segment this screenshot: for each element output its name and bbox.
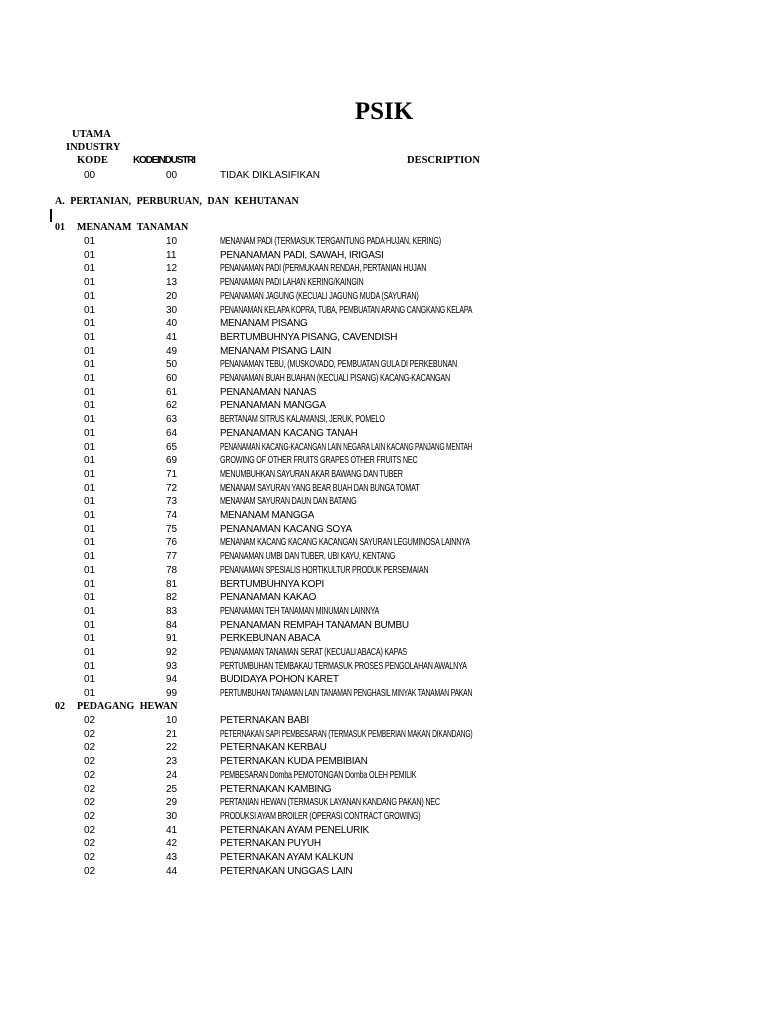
utama-code: 01 bbox=[84, 304, 96, 316]
industry-code: 83 bbox=[166, 605, 178, 617]
table-row bbox=[0, 387, 768, 400]
industry-code: 23 bbox=[166, 756, 178, 768]
industry-code: 41 bbox=[166, 824, 178, 836]
utama-code: 01 bbox=[84, 331, 96, 343]
industry-code: 41 bbox=[166, 331, 178, 343]
description: PENANAMAN NANAS bbox=[220, 386, 317, 398]
table-row bbox=[0, 838, 768, 851]
industry-code: 99 bbox=[166, 688, 178, 700]
description: PENANAMAN BUAH BUAHAN (KECUALI PISANG) KACANG-KACANGAN bbox=[220, 373, 450, 384]
utama-code: 01 bbox=[84, 345, 96, 357]
table-row bbox=[0, 524, 768, 537]
industry-code: 29 bbox=[166, 797, 178, 809]
table-row bbox=[0, 784, 768, 797]
utama-code: 02 bbox=[84, 728, 96, 740]
table-row bbox=[0, 469, 768, 482]
industry-code: 84 bbox=[166, 619, 178, 631]
industry-code: 78 bbox=[166, 564, 178, 576]
industry-code: 22 bbox=[166, 742, 178, 754]
table-row bbox=[0, 332, 768, 345]
utama-code: 01 bbox=[84, 592, 96, 604]
table-row bbox=[0, 729, 768, 742]
industry-code: 30 bbox=[166, 304, 178, 316]
description: PETERNAKAN KUDA PEMBIBIAN bbox=[220, 756, 368, 768]
utama-code: 02 bbox=[84, 715, 96, 726]
industry-code: 43 bbox=[166, 852, 178, 863]
description: MENANAM MANGGA bbox=[220, 510, 315, 521]
table-row bbox=[0, 305, 768, 318]
industry-code: 74 bbox=[166, 510, 178, 521]
utama-code: 01 bbox=[84, 578, 96, 590]
utama-code: 01 bbox=[84, 674, 96, 686]
industry-code: 69 bbox=[166, 455, 178, 467]
table-row bbox=[0, 661, 768, 674]
utama-code: 01 bbox=[84, 359, 96, 371]
utama-code: 01 bbox=[84, 441, 96, 453]
description: BERTUMBUHNYA PISANG, CAVENDISH bbox=[220, 331, 398, 343]
description: PENANAMAN PADI, SAWAH, IRIGASI bbox=[220, 249, 384, 261]
utama-code: 02 bbox=[84, 852, 96, 863]
utama-code: 02 bbox=[84, 742, 96, 754]
description: PENANAMAN KAKAO bbox=[220, 592, 317, 604]
industry-code: 40 bbox=[166, 318, 178, 330]
utama-code: 00 bbox=[84, 170, 96, 181]
table-row bbox=[0, 359, 768, 372]
description: PENANAMAN TEH TANAMAN MINUMAN LAINNYA bbox=[220, 605, 380, 617]
description: BERTANAM SITRUS KALAMANSI, JERUK, POMELO bbox=[220, 414, 385, 426]
table-row bbox=[0, 414, 768, 427]
table-row bbox=[0, 510, 768, 523]
description: PERTANIAN HEWAN (TERMASUK LAYANAN KANDANG PAKAN) NEC bbox=[220, 797, 440, 809]
header-industry: INDUSTRY bbox=[66, 142, 121, 153]
industry-code: 42 bbox=[166, 838, 178, 850]
industry-code: 50 bbox=[166, 359, 178, 371]
industry-code: 12 bbox=[166, 263, 178, 275]
table-row bbox=[0, 688, 768, 701]
description: MENANAM PISANG bbox=[220, 318, 308, 330]
table-row bbox=[0, 620, 768, 633]
utama-code: 02 bbox=[84, 783, 96, 795]
header-kode: KODE bbox=[77, 155, 108, 166]
industry-code: 10 bbox=[166, 236, 178, 247]
utama-code: 01 bbox=[84, 633, 96, 645]
table-row bbox=[0, 579, 768, 592]
table-row bbox=[0, 236, 768, 249]
description: PERTUMBUHAN TANAMAN LAIN TANAMAN PENGHASIL MINYAK TANAMAN PAKAN bbox=[220, 688, 473, 700]
utama-code: 01 bbox=[84, 496, 96, 508]
industry-code: 24 bbox=[166, 769, 178, 781]
description: MENANAM PISANG LAIN bbox=[220, 345, 331, 357]
utama-code: 02 bbox=[84, 756, 96, 768]
description: PENANAMAN PADI (PERMUKAAN RENDAH, PERTANIAN HUJAN bbox=[220, 263, 427, 275]
table-row bbox=[0, 592, 768, 605]
table-row bbox=[0, 715, 768, 728]
table-row bbox=[0, 318, 768, 331]
utama-code: 01 bbox=[84, 468, 96, 480]
utama-code: 01 bbox=[84, 523, 96, 535]
table-row bbox=[0, 852, 768, 865]
utama-code: 01 bbox=[84, 660, 96, 672]
industry-code: 62 bbox=[166, 400, 178, 412]
utama-code: 01 bbox=[84, 400, 96, 412]
table-row bbox=[0, 606, 768, 619]
table-row bbox=[0, 400, 768, 413]
table-row bbox=[0, 291, 768, 304]
industry-code: 61 bbox=[166, 386, 178, 398]
description: TIDAK DIKLASIFIKAN bbox=[220, 170, 321, 181]
description: MENANAM PADI (TERMASUK TERGANTUNG PADA HUJAN, KERING) bbox=[220, 236, 441, 247]
industry-code: 25 bbox=[166, 783, 178, 795]
industry-code: 72 bbox=[166, 482, 178, 494]
table-row bbox=[0, 277, 768, 290]
table-row bbox=[0, 811, 768, 824]
description: MENANAM SAYURAN DAUN DAN BATANG bbox=[220, 496, 357, 508]
table-row bbox=[0, 565, 768, 578]
industry-code: 71 bbox=[166, 468, 178, 480]
description: PENANAMAN KACANG TANAH bbox=[220, 427, 358, 439]
group-code: 02 bbox=[55, 701, 65, 712]
industry-code: 81 bbox=[166, 578, 178, 590]
utama-code: 02 bbox=[84, 865, 96, 877]
description: PETERNAKAN PUYUH bbox=[220, 838, 321, 850]
industry-code: 76 bbox=[166, 537, 178, 549]
table-row bbox=[0, 483, 768, 496]
description: PENANAMAN UMBI DAN TUBER, UBI KAYU, KENTANG bbox=[220, 551, 396, 563]
section-heading: A. PERTANIAN, PERBURUAN, DAN KEHUTANAN bbox=[55, 196, 299, 207]
description: GROWING OF OTHER FRUITS GRAPES OTHER FRUITS NEC bbox=[220, 455, 418, 467]
description: PENANAMAN MANGGA bbox=[220, 400, 326, 412]
table-row bbox=[0, 455, 768, 468]
industry-code: 49 bbox=[166, 345, 178, 357]
utama-code: 01 bbox=[84, 619, 96, 631]
description: BUDIDAYA POHON KARET bbox=[220, 674, 339, 686]
description: BERTUMBUHNYA KOPI bbox=[220, 578, 324, 590]
utama-code: 02 bbox=[84, 797, 96, 809]
industry-code: 30 bbox=[166, 810, 178, 822]
utama-code: 02 bbox=[84, 824, 96, 836]
description: PENANAMAN REMPAH TANAMAN BUMBU bbox=[220, 619, 409, 631]
utama-code: 01 bbox=[84, 263, 96, 275]
description: PENANAMAN TANAMAN SERAT (KECUALI ABACA) KAPAS bbox=[220, 647, 407, 658]
industry-code: 64 bbox=[166, 427, 178, 439]
industry-code: 44 bbox=[166, 865, 178, 877]
description: PETERNAKAN AYAM PENELURIK bbox=[220, 824, 369, 836]
description: PENANAMAN KELAPA KOPRA, TUBA, PEMBUATAN ARANG CANGKANG KELAPA bbox=[220, 304, 473, 316]
description: MENANAM KACANG KACANG KACANGAN SAYURAN LEGUMINOSA LAINNYA bbox=[220, 537, 470, 549]
table-row bbox=[0, 825, 768, 838]
description: PENANAMAN SPESIALIS HORTIKULTUR PRODUK PERSEMAIAN bbox=[220, 564, 429, 576]
table-row bbox=[0, 537, 768, 550]
table-row bbox=[0, 428, 768, 441]
industry-code: 20 bbox=[166, 290, 178, 302]
table-row bbox=[0, 770, 768, 783]
utama-code: 01 bbox=[84, 249, 96, 261]
table-row bbox=[0, 756, 768, 769]
table-row bbox=[0, 496, 768, 509]
table-row bbox=[0, 250, 768, 263]
utama-code: 02 bbox=[84, 769, 96, 781]
utama-code: 01 bbox=[84, 290, 96, 302]
utama-code: 01 bbox=[84, 537, 96, 549]
industry-code: 65 bbox=[166, 441, 178, 453]
description: PETERNAKAN SAPI PEMBESARAN (TERMASUK PEMBERIAN MAKAN DIKANDANG) bbox=[220, 728, 473, 740]
table-row bbox=[0, 797, 768, 810]
industry-code: 91 bbox=[166, 633, 178, 645]
header-kodeindustri: KODEINDUSTRI bbox=[133, 155, 195, 166]
industry-code: 92 bbox=[166, 647, 178, 658]
industry-code: 00 bbox=[166, 170, 178, 181]
description: PETERNAKAN KERBAU bbox=[220, 742, 327, 754]
industry-code: 77 bbox=[166, 551, 178, 563]
description: PEMBESARAN Domba PEMOTONGAN Domba OLEH PEMILIK bbox=[220, 769, 417, 781]
table-row bbox=[0, 263, 768, 276]
description: PETERNAKAN AYAM KALKUN bbox=[220, 852, 354, 863]
utama-code: 01 bbox=[84, 605, 96, 617]
group-code: 01 bbox=[55, 222, 65, 233]
industry-code: 21 bbox=[166, 728, 178, 740]
text-cursor bbox=[50, 209, 52, 222]
table-row bbox=[0, 633, 768, 646]
description: PENANAMAN TEBU, (MUSKOVADO, PEMBUATAN GULA DI PERKEBUNAN bbox=[220, 359, 458, 371]
utama-code: 01 bbox=[84, 427, 96, 439]
table-row bbox=[0, 373, 768, 386]
utama-code: 01 bbox=[84, 510, 96, 521]
group-name: PEDAGANG HEWAN bbox=[77, 701, 178, 712]
industry-code: 82 bbox=[166, 592, 178, 604]
group-name: MENANAM TANAMAN bbox=[77, 222, 189, 233]
utama-code: 01 bbox=[84, 414, 96, 426]
table-row bbox=[0, 647, 768, 660]
industry-code: 73 bbox=[166, 496, 178, 508]
header-utama: UTAMA bbox=[72, 129, 111, 140]
description: PENANAMAN PADI LAHAN KERING/KAINGIN bbox=[220, 277, 364, 289]
utama-code: 01 bbox=[84, 551, 96, 563]
table-row bbox=[0, 442, 768, 455]
industry-code: 93 bbox=[166, 660, 178, 672]
description: PENANAMAN KACANG SOYA bbox=[220, 523, 352, 535]
description: PETERNAKAN UNGGAS LAIN bbox=[220, 865, 353, 877]
utama-code: 01 bbox=[84, 236, 96, 247]
description: PRODUKSI AYAM BROILER (OPERASI CONTRACT GROWING) bbox=[220, 810, 421, 822]
table-row bbox=[0, 551, 768, 564]
industry-code: 94 bbox=[166, 674, 178, 686]
utama-code: 02 bbox=[84, 810, 96, 822]
description: MENUMBUHKAN SAYURAN AKAR BAWANG DAN TUBER bbox=[220, 468, 403, 480]
utama-code: 01 bbox=[84, 386, 96, 398]
industry-code: 11 bbox=[166, 249, 177, 261]
utama-code: 01 bbox=[84, 688, 96, 700]
description: MENANAM SAYURAN YANG BEAR BUAH DAN BUNGA TOMAT bbox=[220, 482, 420, 494]
description: PENANAMAN KACANG-KACANGAN LAIN NEGARA LAIN KACANG PANJANG MENTAH bbox=[220, 441, 473, 453]
utama-code: 02 bbox=[84, 838, 96, 850]
table-row bbox=[0, 866, 768, 879]
table-row bbox=[0, 742, 768, 755]
page-title: PSIK bbox=[354, 98, 414, 125]
description: PENANAMAN JAGUNG (KECUALI JAGUNG MUDA (SAYURAN) bbox=[220, 290, 419, 302]
utama-code: 01 bbox=[84, 373, 96, 384]
utama-code: 01 bbox=[84, 482, 96, 494]
utama-code: 01 bbox=[84, 455, 96, 467]
utama-code: 01 bbox=[84, 564, 96, 576]
table-row bbox=[0, 674, 768, 687]
utama-code: 01 bbox=[84, 277, 96, 289]
description: PETERNAKAN BABI bbox=[220, 715, 309, 726]
industry-code: 75 bbox=[166, 523, 178, 535]
header-description: DESCRIPTION bbox=[407, 155, 480, 166]
description: PERKEBUNAN ABACA bbox=[220, 633, 321, 645]
description: PERTUMBUHAN TEMBAKAU TERMASUK PROSES PENGOLAHAN AWALNYA bbox=[220, 660, 467, 672]
industry-code: 10 bbox=[166, 715, 178, 726]
industry-code: 63 bbox=[166, 414, 178, 426]
industry-code: 13 bbox=[166, 277, 178, 289]
table-row bbox=[0, 346, 768, 359]
table-row-unclassified bbox=[0, 170, 768, 183]
utama-code: 01 bbox=[84, 647, 96, 658]
utama-code: 01 bbox=[84, 318, 96, 330]
description: PETERNAKAN KAMBING bbox=[220, 783, 332, 795]
industry-code: 60 bbox=[166, 373, 178, 384]
